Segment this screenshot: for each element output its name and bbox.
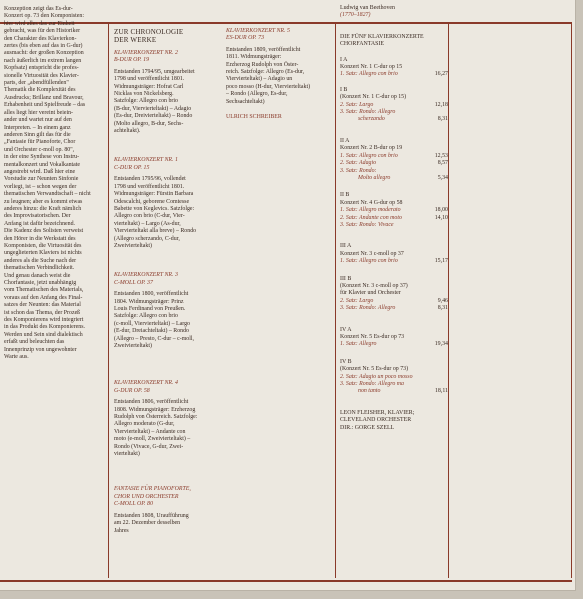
side-label: I A: [340, 56, 348, 63]
essay-column: [4, 6, 106, 362]
essay-line: Warte aus.: [4, 354, 29, 361]
essay-line: alles liegt hier vereint beiein-: [4, 109, 74, 116]
essay-line: des Komponierens wird integriert: [4, 317, 84, 324]
work-description-line: Viervierteltakt) – Andante con: [114, 428, 186, 435]
essay-line: mentalkonzert und Vokalkantate: [4, 161, 81, 168]
track-name: 3. Satz: Rondo: Vivace: [340, 221, 394, 228]
track-row: [340, 298, 448, 305]
work-description-line: (Molto allegro, B-dur, Sechs-: [114, 120, 184, 127]
essay-line: in der eine Synthese von Instru-: [4, 154, 80, 161]
concerto-title: (Konzert Nr. 1 C-dur op 15): [340, 94, 407, 101]
essay-line: nach äußerlich im extrem langen: [4, 57, 82, 64]
track-duration: 12,18: [434, 101, 448, 108]
concerto-five-column: [226, 28, 334, 121]
work-description-line: Rondo (Vivace, G-dur, Zwei-: [114, 443, 184, 450]
essay-line: hier wird alles das zur Einheit: [4, 20, 75, 27]
performer-credit: LEON FLEISHER, KLAVIER;: [340, 409, 415, 416]
track-row: [340, 207, 448, 214]
work-description-line: 1808. Widmungsträger: Erzherzog: [114, 406, 196, 413]
side-label: I B: [340, 86, 348, 93]
work-description-line: (Allegro scherzando, C-dur,: [114, 235, 180, 242]
performer-credit: DIR.: GORGE SZELL: [340, 424, 395, 431]
essay-line: des Improvisatorischen. Der: [4, 213, 71, 220]
concerto-title: Konzert Nr. 5 Es-dur op 73: [340, 334, 405, 340]
track-name: 1. Satz: Allegro: [340, 341, 377, 348]
side-label: II B: [340, 192, 350, 199]
track-row: [340, 116, 448, 123]
concerto-title: Konzert Nr. 3 c-moll op 37: [340, 250, 404, 257]
track-row: [340, 341, 448, 348]
track-duration: 18,00: [434, 207, 448, 214]
work-description-line: 1804. Widmungsträger: Prinz: [114, 298, 184, 305]
work-description-line: Nicklas von Nickelsberg.: [114, 91, 174, 98]
work-description-line: (Allegro – Presto, C-dur – c-moll,: [114, 335, 195, 342]
track-name: non tanto: [358, 388, 381, 395]
essay-line: Werden und Sein sind dialektisch: [4, 331, 83, 338]
work-description-line: Entstanden 1795/96, vollendet: [114, 176, 186, 183]
essay-line: Anfang ist dafür bezeichnend.: [4, 220, 75, 227]
track-duration: 8,31: [437, 116, 448, 123]
work-title: KLAVIERKONZERT NR. 1: [114, 157, 178, 164]
performer-credit: CLEVELAND ORCHESTER: [340, 417, 412, 424]
side-label: IV A: [340, 326, 352, 333]
spacer: [340, 229, 448, 243]
spacer: [114, 458, 226, 486]
essay-line: Konzert op. 73 den Komponisten:: [4, 13, 85, 20]
spacer: [340, 313, 448, 327]
essay-line: thematischen Verwandtschaft – nicht: [4, 191, 91, 198]
work-description-line: – Rondo (Allegro, Es-dur,: [226, 91, 288, 98]
work-description-line: (c-moll, Viervierteltakt) – Largo: [114, 320, 190, 327]
column-divider: [335, 22, 336, 578]
spacer: [114, 350, 226, 380]
work-title: C-MOLL OP. 37: [114, 279, 153, 286]
work-title: FANTASIE FÜR PIANOFORTE,: [114, 486, 191, 493]
work-description-line: Zweivierteltakt): [114, 242, 152, 249]
essay-line: Und genau danach weist die: [4, 272, 71, 279]
work-title: ES-DUR OP. 73: [226, 35, 265, 42]
essay-line: Interpreten. – In einem ganz: [4, 124, 71, 131]
spacer: [114, 135, 226, 157]
concerto-title: (Konzert Nr. 3 c-moll op 37): [340, 282, 408, 289]
concerto-title: Konzert Nr. 4 G-dur op 58: [340, 199, 403, 206]
track-duration: 5,34: [437, 174, 448, 181]
album-title: DIE FÜNF KLAVIERKONZERTE: [340, 33, 424, 40]
track-duration: 8,31: [437, 305, 448, 312]
work-description-line: Jahres: [114, 527, 129, 534]
track-name: 3. Satz: Rondo: Allegro: [340, 305, 396, 312]
essay-line: voraus auf den Anfang des Final-: [4, 294, 83, 301]
track-row: [340, 175, 448, 182]
track-name: 2. Satz: Adagio: [340, 160, 377, 167]
track-row: [340, 222, 448, 229]
tracklist-column: [340, 5, 448, 432]
spacer: [340, 20, 448, 34]
track-name: 2. Satz: Largo: [340, 297, 374, 304]
essay-line: zu leugnen; aber es kommt etwas: [4, 198, 83, 205]
side-label: III B: [340, 275, 352, 282]
chronology-column: [114, 28, 226, 535]
concerto-title: Konzert Nr. 2 B-dur op 19: [340, 145, 403, 152]
spacer: [114, 250, 226, 272]
essay-line: vorliegt, ist – schon wegen der: [4, 183, 77, 190]
column-divider: [448, 22, 449, 578]
essay-line: „Fantasie für Pianoforte, Chor: [4, 139, 76, 146]
track-row: [340, 102, 448, 109]
work-description-line: 1798 und veröffentlicht 1801.: [114, 183, 185, 190]
work-description-line: (Es-dur, Dreivierteltakt) – Rondo: [114, 113, 193, 120]
chronology-heading: DER WERKE: [114, 36, 157, 44]
track-name: 3. Satz: Rondo:: [340, 167, 377, 174]
work-description-line: Allegro con brio (C-dur, Vier-: [114, 213, 185, 220]
work-description-line: Odescalchi, geborene Comtesse: [114, 198, 190, 205]
essay-line: Vorstudie zur Neunten Sinfonie: [4, 176, 79, 183]
work-description-line: Erzherzog Rudolph von Öster-: [226, 61, 299, 68]
essay-line: ist schon das Thema, der Prozeß: [4, 309, 81, 316]
track-duration: 19,34: [434, 341, 448, 348]
essay-line: parts, der „abendfüllenden": [4, 80, 69, 87]
work-description-line: vierteltakt) – Largo (As-dur,: [114, 220, 181, 227]
track-row: [340, 215, 448, 222]
track-row: [340, 258, 448, 265]
work-description-line: Widmungsträger: Hofrat Carl: [114, 83, 184, 90]
spacer: [340, 182, 448, 192]
essay-line: Erhabenheit und Spielfreude – das: [4, 102, 86, 109]
essay-line: vom Thematischen des Materials,: [4, 287, 84, 294]
work-title: KLAVIERKONZERT NR. 2: [114, 50, 178, 56]
track-duration: 16,27: [434, 71, 448, 78]
work-title: C-DUR OP. 15: [114, 164, 150, 171]
track-name: 1. Satz: Allegro moderato: [340, 207, 401, 214]
work-description-line: am 22. Dezember desselben: [114, 520, 181, 527]
track-duration: 18,11: [434, 388, 448, 395]
work-description-line: Babette von Keglevics. Satzfolge:: [114, 205, 195, 212]
track-row: [340, 305, 448, 312]
composer-name: Ludwig van Beethoven: [340, 5, 395, 11]
essay-line: angestrebt wird. Daß hier eine: [4, 168, 76, 175]
essay-line: ander und wartet nur auf den: [4, 117, 72, 124]
work-title: KLAVIERKONZERT NR. 3: [114, 272, 178, 279]
spacer: [340, 266, 448, 276]
side-label: IV B: [340, 358, 352, 365]
work-description-line: Sechsachteltakt): [226, 98, 265, 105]
essay-line: thematischen Verbindlichkeit.: [4, 265, 75, 272]
essay-line: anderes als die Suche nach der: [4, 257, 77, 264]
chronology-heading: ZUR CHRONOLOGIE: [114, 28, 184, 36]
essay-line: gebracht, was für den Historiker: [4, 28, 81, 35]
essay-line: den Hörer in die Werkstatt des: [4, 235, 76, 242]
work-description-line: Entstanden 1800, veröffentlicht: [114, 291, 189, 298]
work-description-line: Entstanden 1806, veröffentlicht: [114, 399, 189, 406]
work-description-line: 1798 und veröffentlicht 1801.: [114, 76, 185, 83]
track-row: [340, 109, 448, 116]
track-name: scherzando: [358, 116, 385, 123]
essay-line: erfaßt und beleuchten das: [4, 339, 65, 346]
work-description-line: Entstanden 1794/95, umgearbeitet: [114, 68, 195, 75]
essay-line: in das Produkt des Komponierens.: [4, 324, 85, 331]
work-description-line: Entstanden 1808, Uraufführung: [114, 512, 189, 519]
column-divider: [108, 22, 109, 578]
track-duration: 9,46: [437, 297, 448, 304]
track-row: [340, 374, 448, 381]
essay-line: zertes (bis eben auf das in G-dur): [4, 43, 83, 50]
track-name: 2. Satz: Andante con moto: [340, 214, 402, 221]
spacer: [340, 396, 448, 410]
work-title: KLAVIERKONZERT NR. 5: [226, 28, 290, 34]
work-description-line: Viervierteltakt) – Adagio un: [226, 76, 293, 83]
work-description-line: Satzfolge: Allegro con brio: [114, 313, 178, 320]
essay-line: Ausdrucks; Brillanz und Bravour,: [4, 94, 84, 101]
track-row: [340, 168, 448, 175]
author-name: ULRICH SCHREIBER: [226, 114, 282, 121]
work-description-line: vierteltakt): [114, 451, 140, 458]
work-description-line: Zweivierteltakt): [114, 343, 152, 349]
track-name: 1. Satz: Allegro con brio: [340, 152, 398, 159]
track-name: 1. Satz: Allegro con brio: [340, 71, 398, 78]
track-row: [340, 381, 448, 388]
track-row: [340, 153, 448, 160]
work-description-line: Allegro moderato (G-dur,: [114, 421, 175, 428]
track-name: 2. Satz: Largo: [340, 101, 374, 108]
spacer: [340, 49, 448, 57]
work-description-line: Entstanden 1809, veröffentlicht: [226, 46, 301, 53]
work-title: KLAVIERKONZERT NR. 4: [114, 380, 178, 387]
track-row: [340, 388, 448, 395]
track-row: [340, 71, 448, 78]
essay-line: satzes der Neunten: das Material: [4, 302, 81, 309]
track-name: 2. Satz: Adagio un poco mosso: [340, 373, 413, 380]
work-description-line: Louis Ferdinand von Preußen.: [114, 305, 186, 312]
work-description-line: Widmungsträger: Fürstin Barbara: [114, 191, 194, 198]
work-description-line: Rudolph von Österreich. Satzfolge:: [114, 414, 198, 421]
concerto-subtitle: für Klavier und Orchester: [340, 290, 401, 297]
side-label: II A: [340, 137, 350, 144]
track-name: 3. Satz: Rondo: Allegro ma: [340, 381, 404, 388]
work-description-line: achteltakt).: [114, 128, 141, 135]
essay-line: Die Kadenz des Solisten verweist: [4, 228, 84, 235]
spacer: [226, 106, 334, 114]
concerto-title: Konzert Nr. 1 C-dur op 15: [340, 64, 403, 71]
track-duration: 15,17: [434, 258, 448, 265]
composer-years: (1770–1827): [340, 12, 371, 19]
work-title: B-DUR OP. 19: [114, 57, 150, 64]
essay-line: anderes hinzu: die Kraft nämlich: [4, 205, 82, 212]
track-duration: 12,53: [434, 152, 448, 159]
spacer: [340, 79, 448, 87]
essay-line: ausmacht: der großen Konzeption: [4, 50, 84, 57]
essay-line: sionelle Virtuosität des Klavier-: [4, 72, 79, 79]
essay-line: den Charakter des Klavierkon-: [4, 35, 77, 42]
work-description-line: Satzfolge: Allegro con brio: [114, 98, 178, 105]
spacer: [340, 349, 448, 359]
spacer: [340, 124, 448, 138]
essay-line: Innenprinzip von ungewohnter: [4, 346, 77, 353]
column-divider: [571, 22, 572, 578]
track-duration: 14,10: [434, 214, 448, 221]
work-description-line: moto (e-moll, Zweivierteltakt) –: [114, 436, 191, 443]
track-name: 1. Satz: Allegro con brio: [340, 258, 398, 265]
work-title: CHOR UND ORCHESTER: [114, 493, 179, 500]
essay-line: Komponisten, die Virtuosität des: [4, 243, 82, 249]
work-description-line: Viervierteltakt alla breve) – Rondo: [114, 228, 197, 235]
album-title: CHORFANTASIE: [340, 41, 384, 48]
work-description-line: 1811. Widmungsträger:: [226, 54, 282, 61]
work-title: C-MOLL OP. 80: [114, 501, 153, 508]
concerto-title: (Konzert Nr. 5 Es-dur op 73): [340, 366, 409, 373]
side-label: III A: [340, 243, 352, 250]
work-description-line: (E-dur, Dreiachteltakt) – Rondo: [114, 328, 190, 335]
essay-line: anderen Sinn gilt das für die: [4, 131, 71, 138]
work-description-line: poco mosso (H-dur, Viervierteltakt): [226, 83, 311, 90]
track-name: Molto allegro: [358, 174, 391, 181]
essay-line: und Orchester c-moll op. 80",: [4, 146, 75, 153]
essay-line: Kopfsatz) entspricht die profes-: [4, 65, 79, 72]
work-title: G-DUR OP. 58: [114, 387, 150, 394]
essay-line: Thematik die Komplexität des: [4, 87, 76, 94]
work-description-line: reich. Satzfolge: Allegro (Es-dur,: [226, 69, 305, 76]
work-description-line: (B-dur, Viervierteltakt) – Adagio: [114, 105, 192, 112]
essay-line: ungeglieterten Klaviers ist nichts: [4, 250, 82, 257]
track-duration: 8,57: [437, 160, 448, 167]
essay-line: Konzeption zeigt das Es-dur-: [4, 6, 73, 12]
track-name: 3. Satz: Rondo: Allegro: [340, 109, 396, 116]
track-row: [340, 160, 448, 167]
essay-line: Chorfantasie, jetzt unabhängig: [4, 280, 77, 287]
